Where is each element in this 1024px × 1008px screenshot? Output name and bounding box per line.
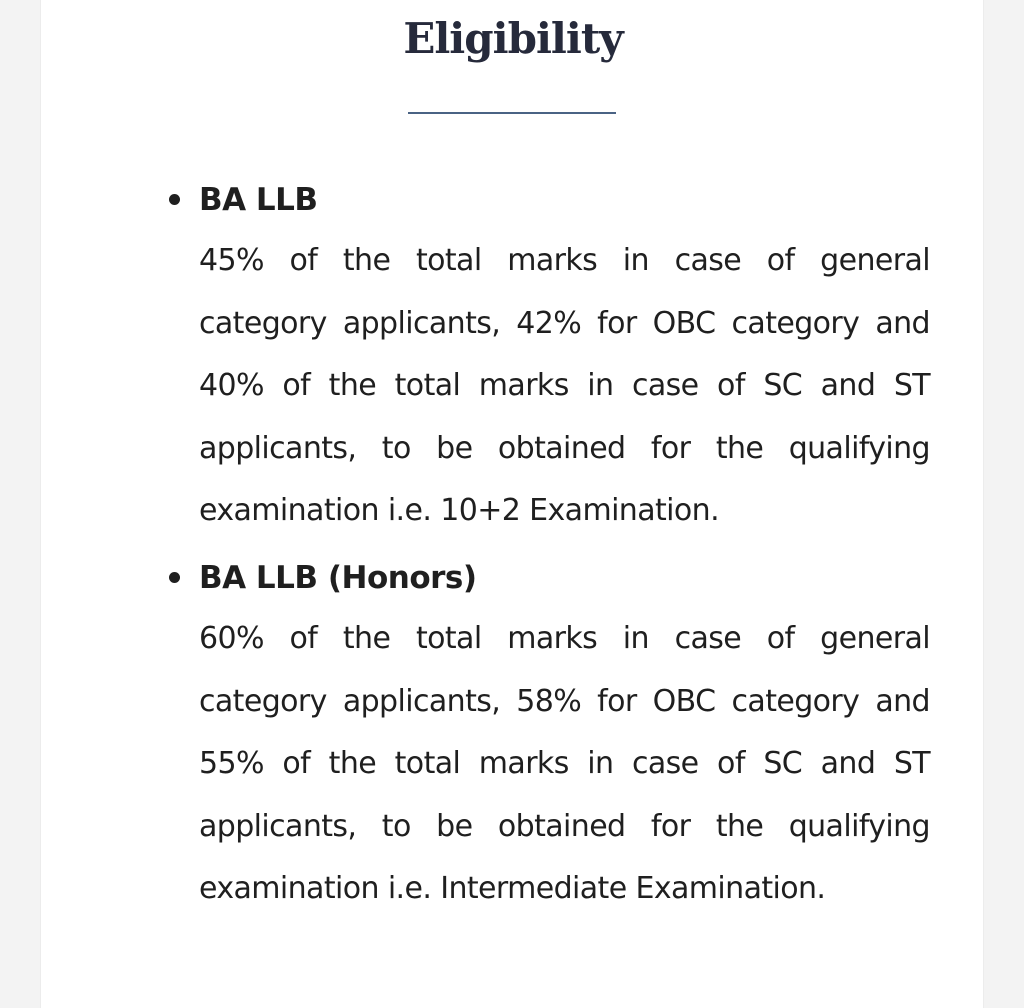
list-item-ba-llb-honors: [41, 548, 985, 921]
content-page: [40, 0, 984, 1008]
bullet-icon: [169, 572, 180, 583]
course-name: BA LLB (Honors): [199, 560, 477, 596]
list-item-ba-llb: [41, 170, 985, 548]
course-criteria: 60% of the total marks in case of general category applicants, 58% for OBC category and 55% of the total marks in case of SC and ST applicants, to be obtained for the qualifying examination i.e. Intermediate Examination.: [199, 621, 930, 906]
course-name: BA LLB: [199, 182, 318, 218]
title-underline: [408, 112, 616, 114]
eligibility-list: [41, 170, 985, 921]
course-criteria: 45% of the total marks in case of general category applicants, 42% for OBC category and 40% of the total marks in case of SC and ST applicants, to be obtained for the qualifying examination i.e. 10+2 Examination.: [199, 243, 930, 528]
bullet-icon: [169, 194, 180, 205]
section-title: Eligibility: [403, 14, 623, 63]
